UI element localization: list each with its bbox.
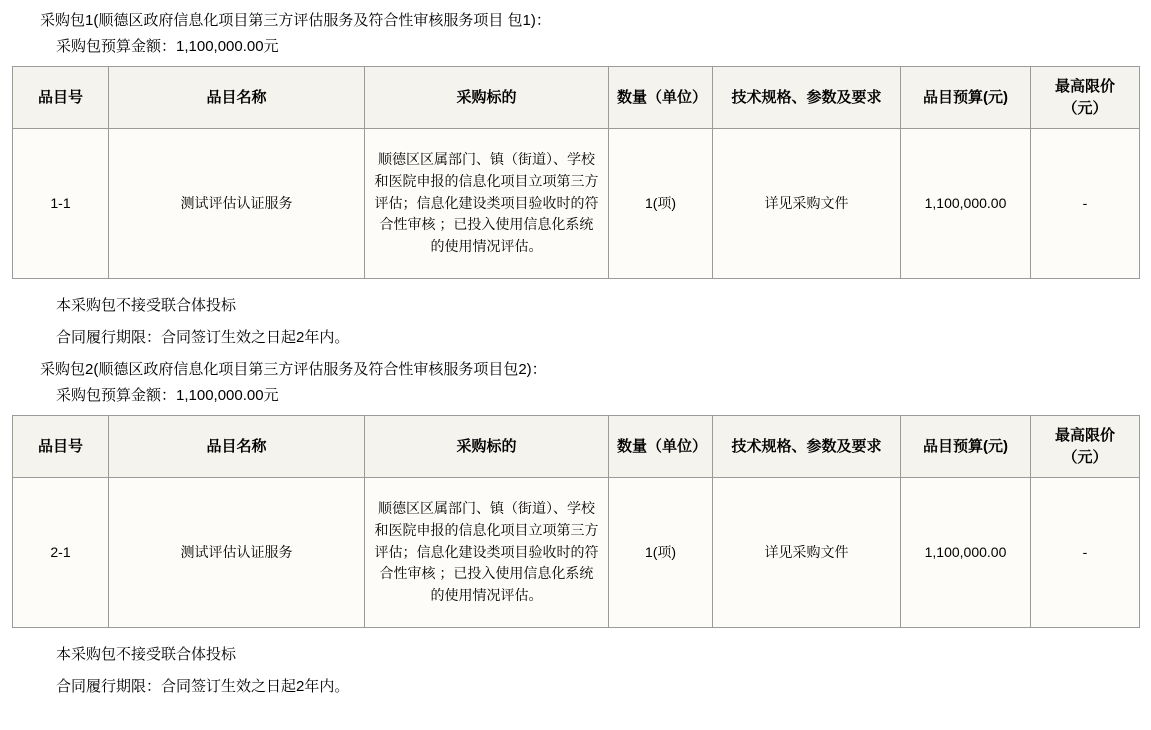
table-header — [13, 416, 1140, 478]
package-2-note-duration: 合同履行期限：合同签订生效之日起2年内。 — [56, 677, 350, 695]
column-header-quantity: 数量（单位） — [609, 416, 713, 478]
table-body — [13, 478, 1140, 628]
cell-budget: 1,100,000.00 — [901, 129, 1031, 279]
cell-subject: 顺德区区属部门、镇（街道）、学校和医院申报的信息化项目立项第三方评估；信息化建设类项目验收时的符合性审核 ；已投入使用信息化系统的使用情况评估。 — [365, 478, 609, 628]
package-1-items-table — [12, 66, 1140, 279]
package-2-budget: 采购包预算金额：1,100,000.00元 — [56, 386, 279, 404]
table-row — [13, 129, 1140, 279]
column-header-item-no: 品目号 — [13, 416, 109, 478]
column-header-price-cap: 最高限价（元） — [1031, 67, 1140, 129]
column-header-subject: 采购标的 — [365, 67, 609, 129]
package-2-note-consortium: 本采购包不接受联合体投标 — [56, 646, 237, 663]
package-2-title: 采购包2(顺德区政府信息化项目第三方评估服务及符合性审核服务项目包2)： — [40, 361, 547, 378]
cell-item-name: 测试评估认证服务 — [109, 478, 365, 628]
table-header-row — [13, 416, 1140, 478]
cell-item-name: 测试评估认证服务 — [109, 129, 365, 279]
cell-spec: 详见采购文件 — [713, 129, 901, 279]
cell-quantity: 1(项) — [609, 129, 713, 279]
cell-item-no: 2-1 — [13, 478, 109, 628]
cell-price-cap: - — [1031, 129, 1140, 279]
package-1-note-duration: 合同履行期限：合同签订生效之日起2年内。 — [56, 328, 350, 346]
package-1-title: 采购包1(顺德区政府信息化项目第三方评估服务及符合性审核服务项目 包1)： — [40, 12, 551, 29]
column-header-subject: 采购标的 — [365, 416, 609, 478]
table-header — [13, 67, 1140, 129]
column-header-spec: 技术规格、参数及要求 — [713, 416, 901, 478]
column-header-spec: 技术规格、参数及要求 — [713, 67, 901, 129]
column-header-budget: 品目预算(元) — [901, 67, 1031, 129]
cell-subject: 顺德区区属部门、镇（街道）、学校和医院申报的信息化项目立项第三方评估；信息化建设类项目验收时的符合性审核 ；已投入使用信息化系统的使用情况评估。 — [365, 129, 609, 279]
column-header-item-name: 品目名称 — [109, 67, 365, 129]
column-header-item-no: 品目号 — [13, 67, 109, 129]
column-header-price-cap: 最高限价（元） — [1031, 416, 1140, 478]
package-2-items-table — [12, 415, 1140, 628]
cell-budget: 1,100,000.00 — [901, 478, 1031, 628]
package-1-note-consortium: 本采购包不接受联合体投标 — [56, 297, 237, 314]
cell-price-cap: - — [1031, 478, 1140, 628]
cell-spec: 详见采购文件 — [713, 478, 901, 628]
cell-item-no: 1-1 — [13, 129, 109, 279]
column-header-item-name: 品目名称 — [109, 416, 365, 478]
column-header-budget: 品目预算(元) — [901, 416, 1031, 478]
package-1-budget: 采购包预算金额：1,100,000.00元 — [56, 37, 279, 55]
column-header-quantity: 数量（单位） — [609, 67, 713, 129]
cell-quantity: 1(项) — [609, 478, 713, 628]
table-body — [13, 129, 1140, 279]
table-row — [13, 478, 1140, 628]
table-header-row — [13, 67, 1140, 129]
